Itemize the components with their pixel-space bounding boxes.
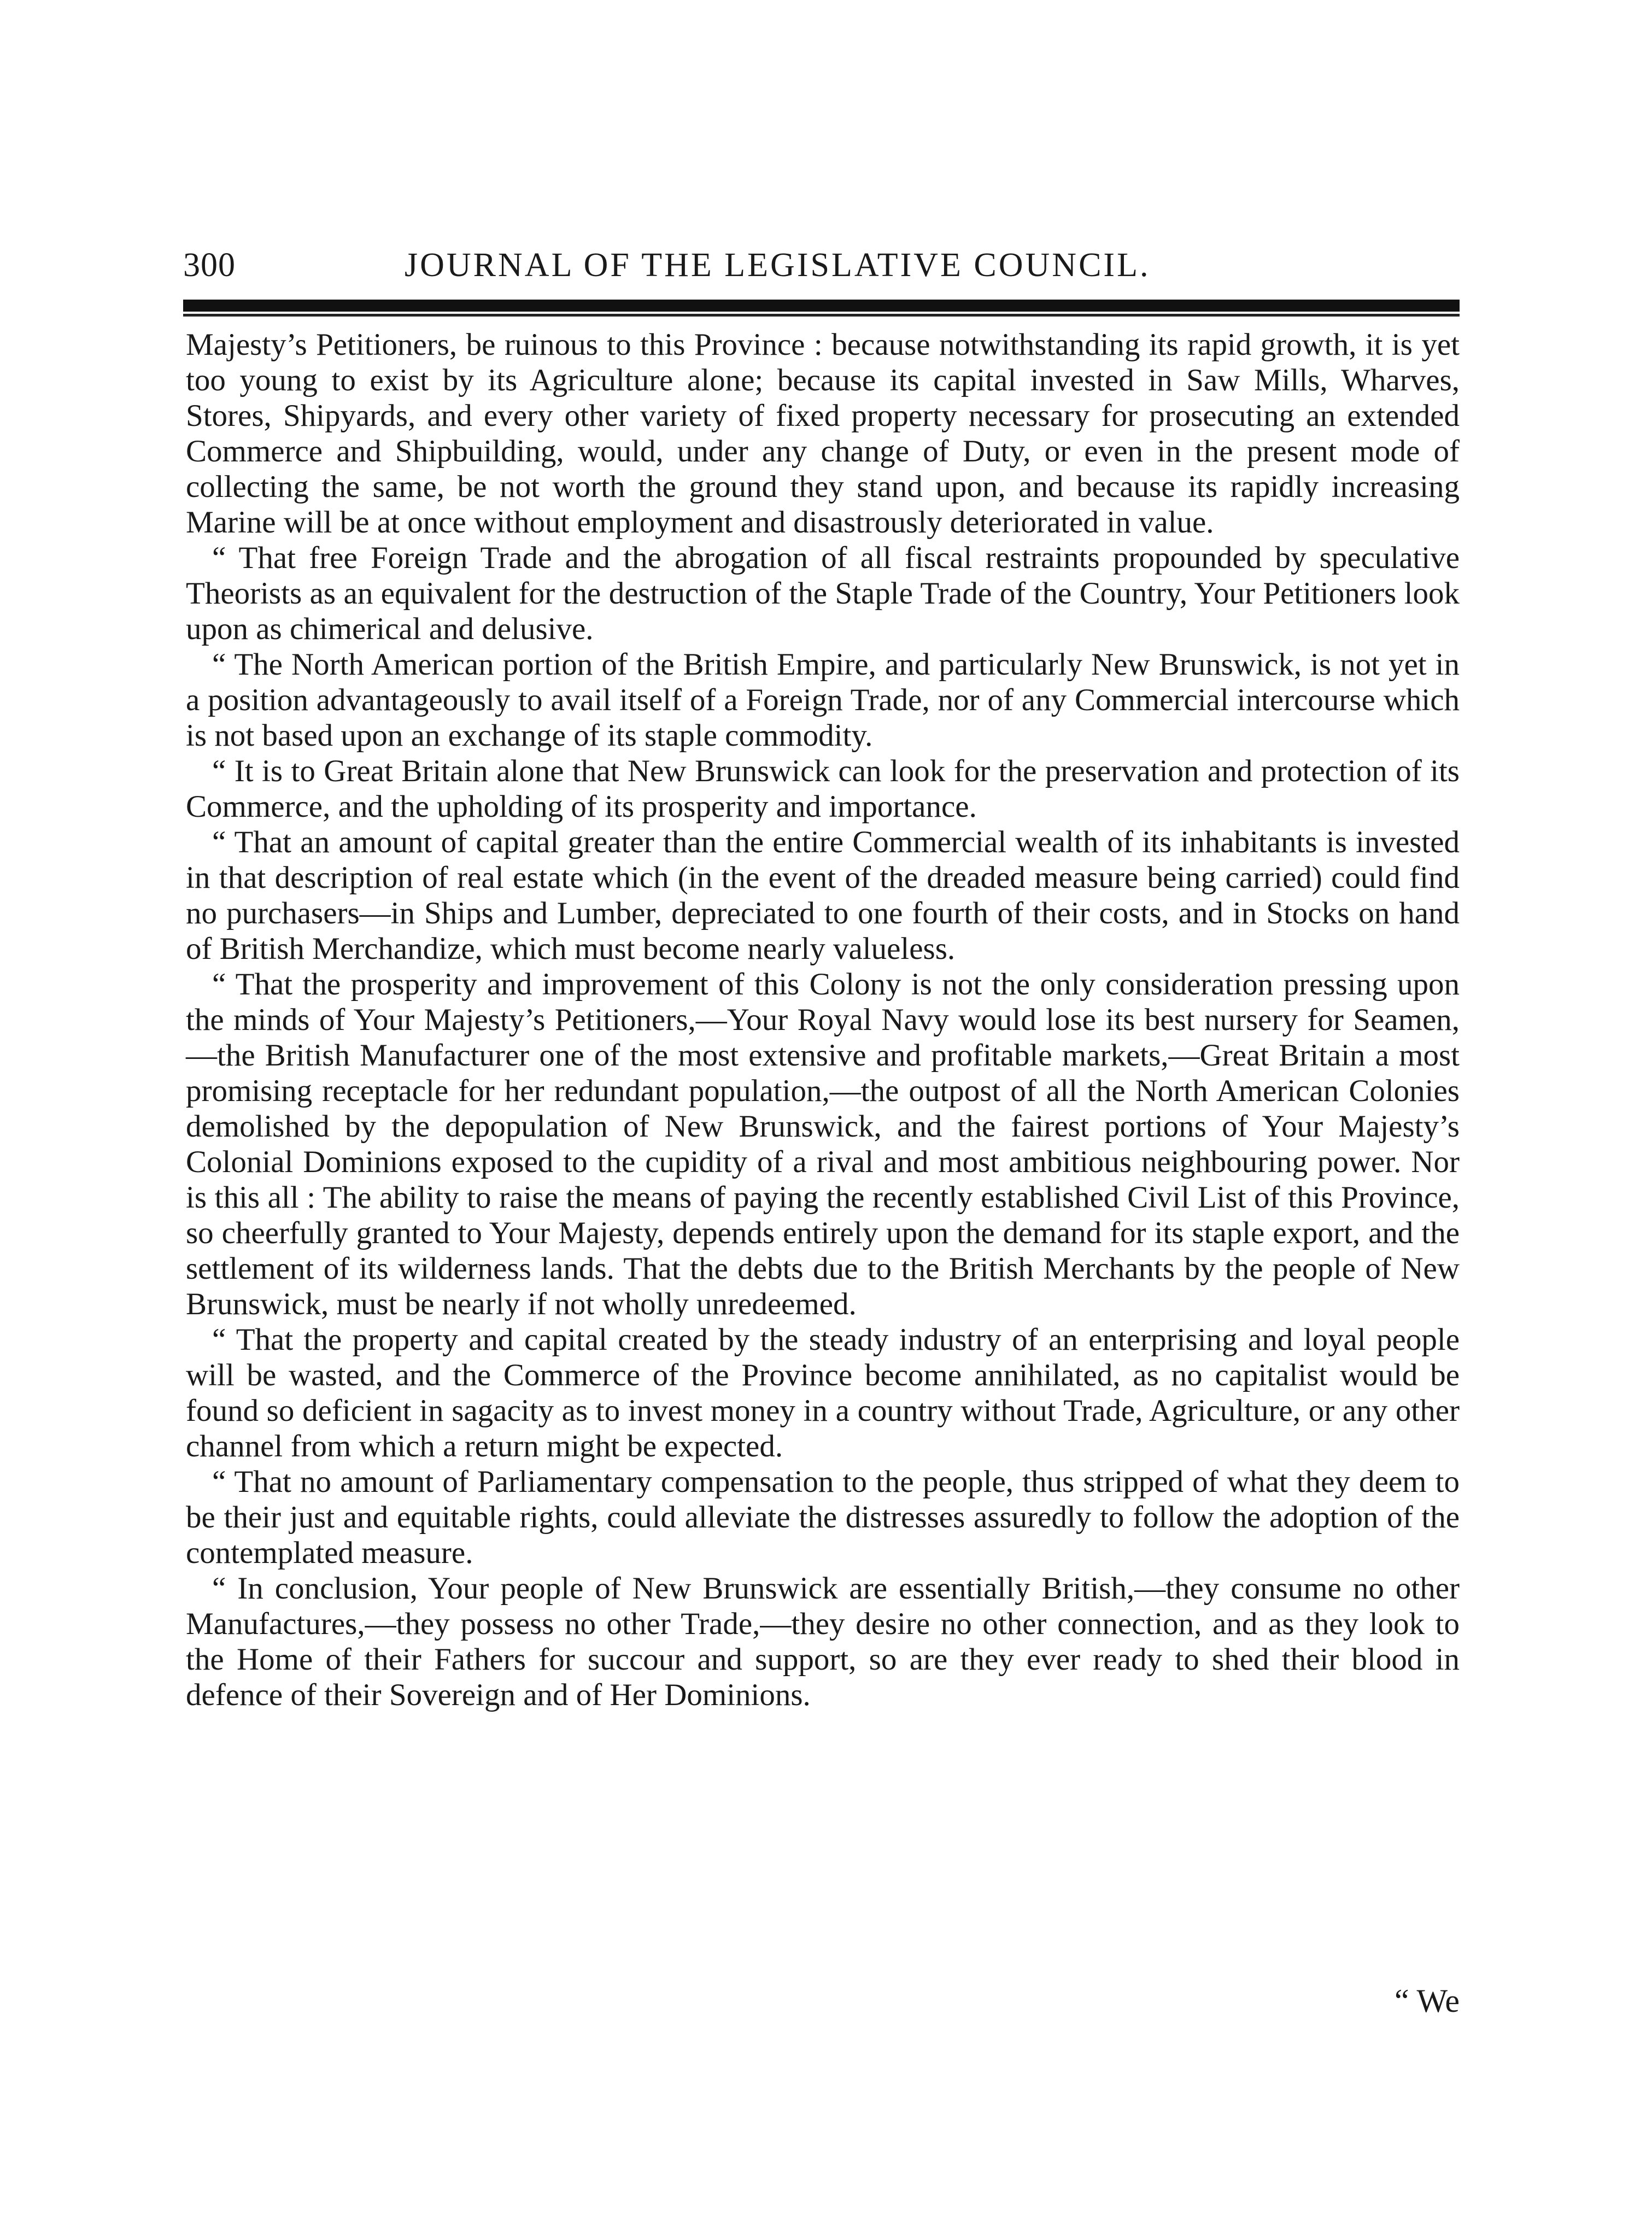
catchword: “ We [1394,1983,1460,2019]
paragraph: “ In conclusion, Your people of New Brunswick are essentially British,—they consume no other Manufactures,—they possess no other Trade,—they desire no other connection, and as they look to the Home of their Fathers for succour and support, so are they ever ready to shed their blood in defence of their Sovereign and of Her Dominions. [186,1571,1460,1712]
paragraph: “ That the property and capital created by the steady industry of an enterprising and loyal people will be wasted, and the Commerce of the Province become annihilated, as no capitalist would be found so deficient in sagacity as to invest money in a country without Trade, Agriculture, or any other channel from which a return might be expected. [186,1322,1460,1463]
paragraph: “ That the prosperity and improvement of this Colony is not the only consideration pressing upon the minds of Your Majesty’s Petitioners,—Your Royal Navy would lose its best nursery for Seamen,—the British Manufacturer one of the most extensive and profitable markets,—Great Britain a most promising receptacle for her redundant population,—the outpost of all the North American Colonies demolished by the depopulation of New Brunswick, and the fairest portions of Your Majesty’s Colonial Dominions exposed to the cupidity of a rival and most ambitious neighbouring power. Nor is this all : The ability to raise the means of paying the recently established Civil List of this Province, so cheerfully granted to Your Majesty, depends entirely upon the demand for its staple export, and the settlement of its wilderness lands. That the debts due to the British Merchants by the people of New Brunswick, must be nearly if not wholly unredeemed. [186,967,1460,1321]
paragraph: “ That no amount of Parliamentary compensation to the people, thus stripped of what they deem to be their just and equitable rights, could alleviate the distresses assuredly to follow the adoption of the contemplated measure. [186,1465,1460,1570]
page-header [183,241,1460,290]
paragraph: “ It is to Great Britain alone that New Brunswick can look for the preservation and protection of its Commerce, and the upholding of its prosperity and importance. [186,754,1460,824]
paragraph: Majesty’s Petitioners, be ruinous to this Province : because notwithstanding its rapid growth, it is yet too young to exist by its Agriculture alone; because its capital invested in Saw Mills, Wharves, Stores, Shipyards, and every other variety of fixed property necessary for prosecuting an extended Commerce and Shipbuilding, would, under any change of Duty, or even in the present mode of collecting the same, be not worth the ground they stand upon, and because its rapidly increasing Marine will be at once without employment and disastrously deteriorated in value. [186,327,1460,540]
paragraph: “ That free Foreign Trade and the abrogation of all fiscal restraints propounded by speculative Theorists as an equivalent for the destruction of the Staple Trade of the Country, Your Petitioners look upon as chimerical and delusive. [186,541,1460,646]
body-text [186,327,1460,1713]
paragraph: “ That an amount of capital greater than the entire Commercial wealth of its inhabitants is invested in that description of real estate which (in the event of the dreaded measure being carried) could find no purchasers—in Ships and Lumber, depreciated to one fourth of their costs, and in Stocks on hand of British Merchandize, which must become nearly valueless. [186,825,1460,966]
page-number: 300 [183,247,236,284]
paragraph: “ The North American portion of the British Empire, and particularly New Brunswick, is not yet in a position advantageously to avail itself of a Foreign Trade, nor of any Commercial intercourse which is not based upon an exchange of its staple commodity. [186,647,1460,753]
header-rule [183,300,1460,312]
running-title: JOURNAL OF THE LEGISLATIVE COUNCIL. [405,247,1151,284]
header-rule-thin [183,314,1460,317]
